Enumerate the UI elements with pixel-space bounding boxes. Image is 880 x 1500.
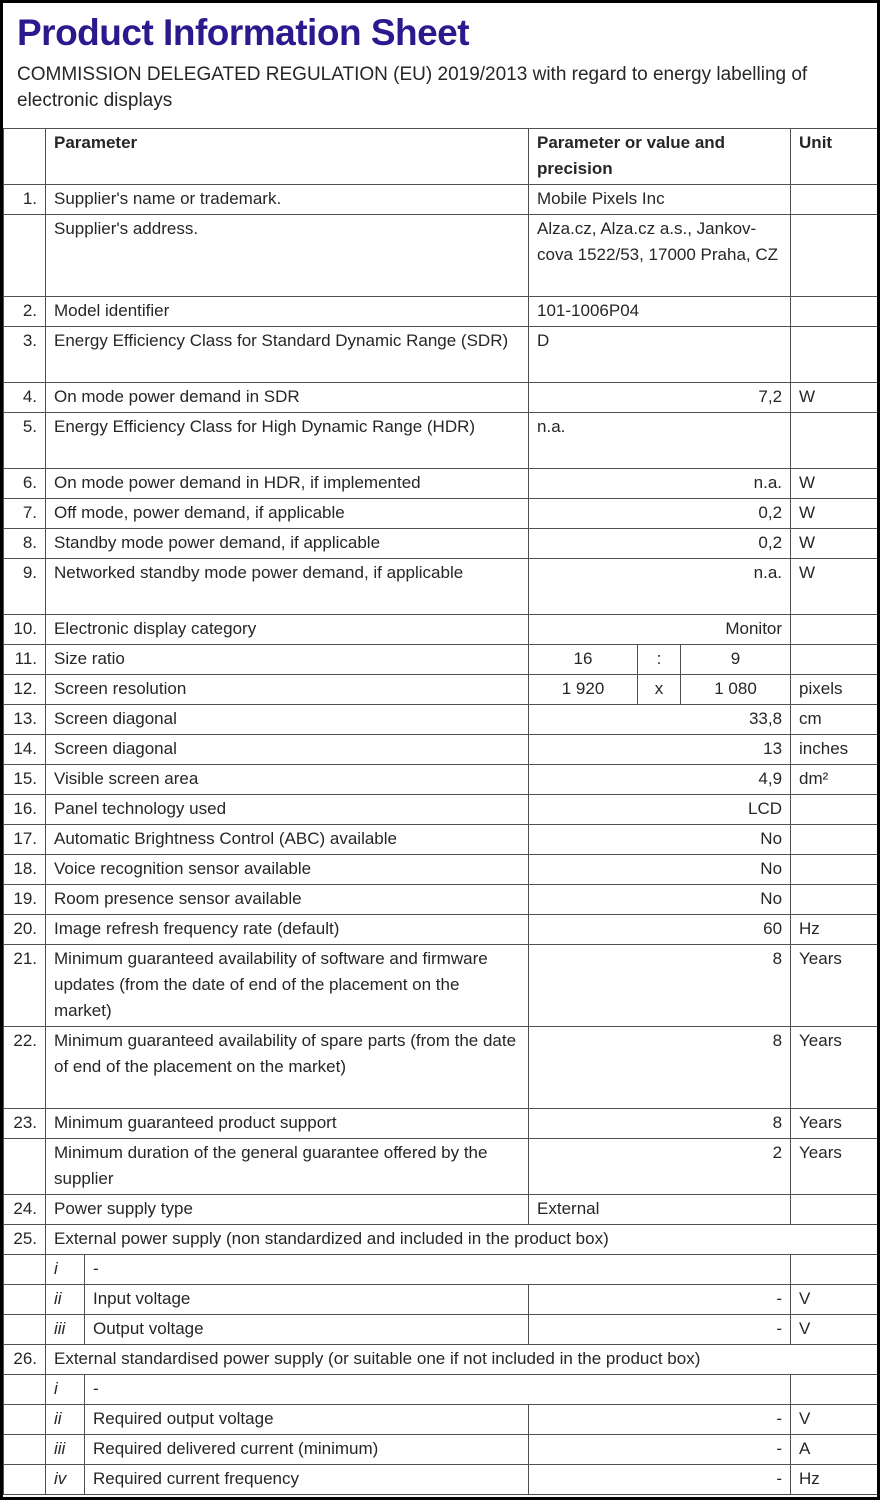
unit-cell: [791, 885, 878, 915]
parameter-label: Minimum guaranteed availability of software and firmware updates (from the date of end of the placement on the market): [46, 945, 529, 1027]
value-cell: -: [529, 1435, 791, 1465]
table-row: [4, 915, 878, 945]
unit-cell: W: [791, 469, 878, 499]
value-cell: 0,2: [529, 499, 791, 529]
unit-cell: Years: [791, 1109, 878, 1139]
value-cell: 8: [529, 945, 791, 1027]
unit-cell: [791, 327, 878, 383]
row-number: [4, 215, 46, 297]
table-row: [4, 705, 878, 735]
row-number: 10.: [4, 615, 46, 645]
row-number: [4, 1139, 46, 1195]
table-row: [4, 1435, 878, 1465]
row-number: 11.: [4, 645, 46, 675]
table-row: [4, 215, 878, 297]
row-number: 5.: [4, 413, 46, 469]
parameter-label: Required delivered current (minimum): [85, 1435, 529, 1465]
unit-cell: [791, 855, 878, 885]
table-row: [4, 615, 878, 645]
row-number: 22.: [4, 1027, 46, 1109]
unit-cell: A: [791, 1435, 878, 1465]
table-row: [4, 1465, 878, 1495]
parameter-header: Parameter: [46, 129, 529, 185]
table-row: [4, 559, 878, 615]
unit-cell: inches: [791, 735, 878, 765]
value-cell: 4,9: [529, 765, 791, 795]
parameter-label: Minimum guaranteed product support: [46, 1109, 529, 1139]
table-row: [4, 1345, 878, 1375]
table-row: [4, 1315, 878, 1345]
value-cell: D: [529, 327, 791, 383]
value-cell: 2: [529, 1139, 791, 1195]
unit-cell: [791, 1195, 878, 1225]
section-header: External power supply (non standardized and included in the product box): [46, 1225, 878, 1255]
sub-row-numeral: i: [46, 1375, 85, 1405]
table-row: [4, 1109, 878, 1139]
value-cell: 33,8: [529, 705, 791, 735]
value-cell: Monitor: [529, 615, 791, 645]
parameter-label: Image refresh frequency rate (default): [46, 915, 529, 945]
table-row: [4, 1255, 878, 1285]
unit-cell: Years: [791, 945, 878, 1027]
value-header: Parameter or value and precision: [529, 129, 791, 185]
table-header-row: [4, 129, 878, 185]
unit-cell: [791, 795, 878, 825]
row-number: 8.: [4, 529, 46, 559]
parameter-label: Model identifier: [46, 297, 529, 327]
unit-cell: cm: [791, 705, 878, 735]
parameter-label: Off mode, power demand, if applicable: [46, 499, 529, 529]
row-number: 19.: [4, 885, 46, 915]
row-number: [4, 1435, 46, 1465]
unit-cell: W: [791, 559, 878, 615]
value-cell: No: [529, 825, 791, 855]
value-cell: 13: [529, 735, 791, 765]
table-row: [4, 825, 878, 855]
value-cell: 7,2: [529, 383, 791, 413]
table-row: [4, 529, 878, 559]
row-number: [4, 1285, 46, 1315]
unit-cell: V: [791, 1405, 878, 1435]
row-number: 2.: [4, 297, 46, 327]
row-number: [4, 1465, 46, 1495]
unit-cell: [791, 615, 878, 645]
parameter-label: Size ratio: [46, 645, 529, 675]
table-row: [4, 297, 878, 327]
row-number: 24.: [4, 1195, 46, 1225]
row-number: 6.: [4, 469, 46, 499]
row-number: 3.: [4, 327, 46, 383]
row-number: 18.: [4, 855, 46, 885]
unit-cell: [791, 413, 878, 469]
row-number-header: [4, 129, 46, 185]
parameter-label: Screen diagonal: [46, 705, 529, 735]
table-row: [4, 1375, 878, 1405]
unit-cell: [791, 645, 878, 675]
row-number: 26.: [4, 1345, 46, 1375]
value-cell: 9: [681, 645, 791, 675]
row-number: 1.: [4, 185, 46, 215]
parameter-label: Supplier's address.: [46, 215, 529, 297]
table-row: [4, 1139, 878, 1195]
table-row: [4, 1027, 878, 1109]
unit-cell: V: [791, 1315, 878, 1345]
unit-cell: V: [791, 1285, 878, 1315]
value-cell: -: [529, 1285, 791, 1315]
row-number: [4, 1255, 46, 1285]
value-cell: -: [529, 1405, 791, 1435]
row-number: 14.: [4, 735, 46, 765]
parameter-label: Energy Efficiency Class for Standard Dynamic Range (SDR): [46, 327, 529, 383]
table-row: [4, 765, 878, 795]
parameter-label: Visible screen area: [46, 765, 529, 795]
section-header: External standardised power supply (or suitable one if not included in the product box): [46, 1345, 878, 1375]
sub-row-numeral: ii: [46, 1405, 85, 1435]
value-cell: No: [529, 885, 791, 915]
table-row: [4, 795, 878, 825]
unit-cell: pixels: [791, 675, 878, 705]
product-info-table: [3, 128, 878, 1495]
sub-row-numeral: iii: [46, 1435, 85, 1465]
sub-row-numeral: ii: [46, 1285, 85, 1315]
table-row: [4, 675, 878, 705]
table-row: [4, 1225, 878, 1255]
row-number: [4, 1375, 46, 1405]
value-cell: Mobile Pixels Inc: [529, 185, 791, 215]
row-number: 16.: [4, 795, 46, 825]
table-row: [4, 885, 878, 915]
parameter-label: Standby mode power demand, if applicable: [46, 529, 529, 559]
value-cell: 1 920: [529, 675, 638, 705]
parameter-label: Screen diagonal: [46, 735, 529, 765]
parameter-label: Automatic Brightness Control (ABC) available: [46, 825, 529, 855]
table-row: [4, 945, 878, 1027]
parameter-label: Voice recognition sensor available: [46, 855, 529, 885]
unit-cell: W: [791, 529, 878, 559]
parameter-label: Minimum duration of the general guarantee offered by the supplier: [46, 1139, 529, 1195]
parameter-label: Required current frequency: [85, 1465, 529, 1495]
unit-header: Unit: [791, 129, 878, 185]
value-cell: -: [85, 1375, 791, 1405]
value-cell: -: [85, 1255, 791, 1285]
sub-row-numeral: i: [46, 1255, 85, 1285]
value-cell: 60: [529, 915, 791, 945]
value-cell: 0,2: [529, 529, 791, 559]
value-cell: LCD: [529, 795, 791, 825]
value-cell: 16: [529, 645, 638, 675]
parameter-label: Input voltage: [85, 1285, 529, 1315]
parameter-label: On mode power demand in HDR, if implemented: [46, 469, 529, 499]
parameter-label: Screen resolution: [46, 675, 529, 705]
value-cell: -: [529, 1465, 791, 1495]
unit-cell: [791, 1375, 878, 1405]
table-row: [4, 185, 878, 215]
table-row: [4, 735, 878, 765]
page-title: Product Information Sheet: [17, 12, 470, 53]
table-row: [4, 645, 878, 675]
unit-cell: [791, 297, 878, 327]
unit-cell: [791, 215, 878, 297]
parameter-label: On mode power demand in SDR: [46, 383, 529, 413]
table-row: [4, 469, 878, 499]
row-number: 17.: [4, 825, 46, 855]
unit-cell: W: [791, 499, 878, 529]
row-number: 7.: [4, 499, 46, 529]
parameter-label: Supplier's name or trademark.: [46, 185, 529, 215]
table-row: [4, 499, 878, 529]
row-number: 21.: [4, 945, 46, 1027]
value-cell: 1 080: [681, 675, 791, 705]
regulation-subtitle: COMMISSION DELEGATED REGULATION (EU) 2019/2013 with regard to energy labelling of electronic displays: [17, 64, 808, 111]
value-cell: No: [529, 855, 791, 885]
row-number: [4, 1315, 46, 1345]
row-number: 9.: [4, 559, 46, 615]
unit-cell: [791, 185, 878, 215]
row-number: 20.: [4, 915, 46, 945]
sub-row-numeral: iii: [46, 1315, 85, 1345]
value-cell: n.a.: [529, 469, 791, 499]
value-cell: n.a.: [529, 413, 791, 469]
parameter-label: Minimum guaranteed availability of spare parts (from the date of end of the placement on the market): [46, 1027, 529, 1109]
value-cell: External: [529, 1195, 791, 1225]
table-row: [4, 1195, 878, 1225]
unit-cell: dm²: [791, 765, 878, 795]
parameter-label: Output voltage: [85, 1315, 529, 1345]
row-number: 13.: [4, 705, 46, 735]
unit-cell: W: [791, 383, 878, 413]
unit-cell: Years: [791, 1027, 878, 1109]
unit-cell: [791, 825, 878, 855]
row-number: 4.: [4, 383, 46, 413]
unit-cell: Hz: [791, 915, 878, 945]
parameter-label: Room presence sensor available: [46, 885, 529, 915]
unit-cell: [791, 1255, 878, 1285]
row-number: [4, 1405, 46, 1435]
value-cell: :: [638, 645, 681, 675]
table-row: [4, 1405, 878, 1435]
value-cell: 8: [529, 1109, 791, 1139]
table-row: [4, 1285, 878, 1315]
table-body: [4, 185, 878, 1495]
value-cell: n.a.: [529, 559, 791, 615]
table-row: [4, 383, 878, 413]
row-number: 15.: [4, 765, 46, 795]
value-cell: 101-1006P04: [529, 297, 791, 327]
unit-cell: Hz: [791, 1465, 878, 1495]
table-row: [4, 327, 878, 383]
value-cell: Alza.cz, Alza.cz a.s., Jankovcova 1522/53, 17000 Praha, CZ: [529, 215, 791, 297]
title-block: [3, 3, 877, 128]
parameter-label: Required output voltage: [85, 1405, 529, 1435]
value-cell: -: [529, 1315, 791, 1345]
table-row: [4, 413, 878, 469]
unit-cell: Years: [791, 1139, 878, 1195]
row-number: 12.: [4, 675, 46, 705]
value-cell: x: [638, 675, 681, 705]
row-number: 23.: [4, 1109, 46, 1139]
parameter-label: Energy Efficiency Class for High Dynamic Range (HDR): [46, 413, 529, 469]
parameter-label: Electronic display category: [46, 615, 529, 645]
parameter-label: Power supply type: [46, 1195, 529, 1225]
table-row: [4, 855, 878, 885]
parameter-label: Networked standby mode power demand, if applicable: [46, 559, 529, 615]
sub-row-numeral: iv: [46, 1465, 85, 1495]
parameter-label: Panel technology used: [46, 795, 529, 825]
value-cell: 8: [529, 1027, 791, 1109]
row-number: 25.: [4, 1225, 46, 1255]
